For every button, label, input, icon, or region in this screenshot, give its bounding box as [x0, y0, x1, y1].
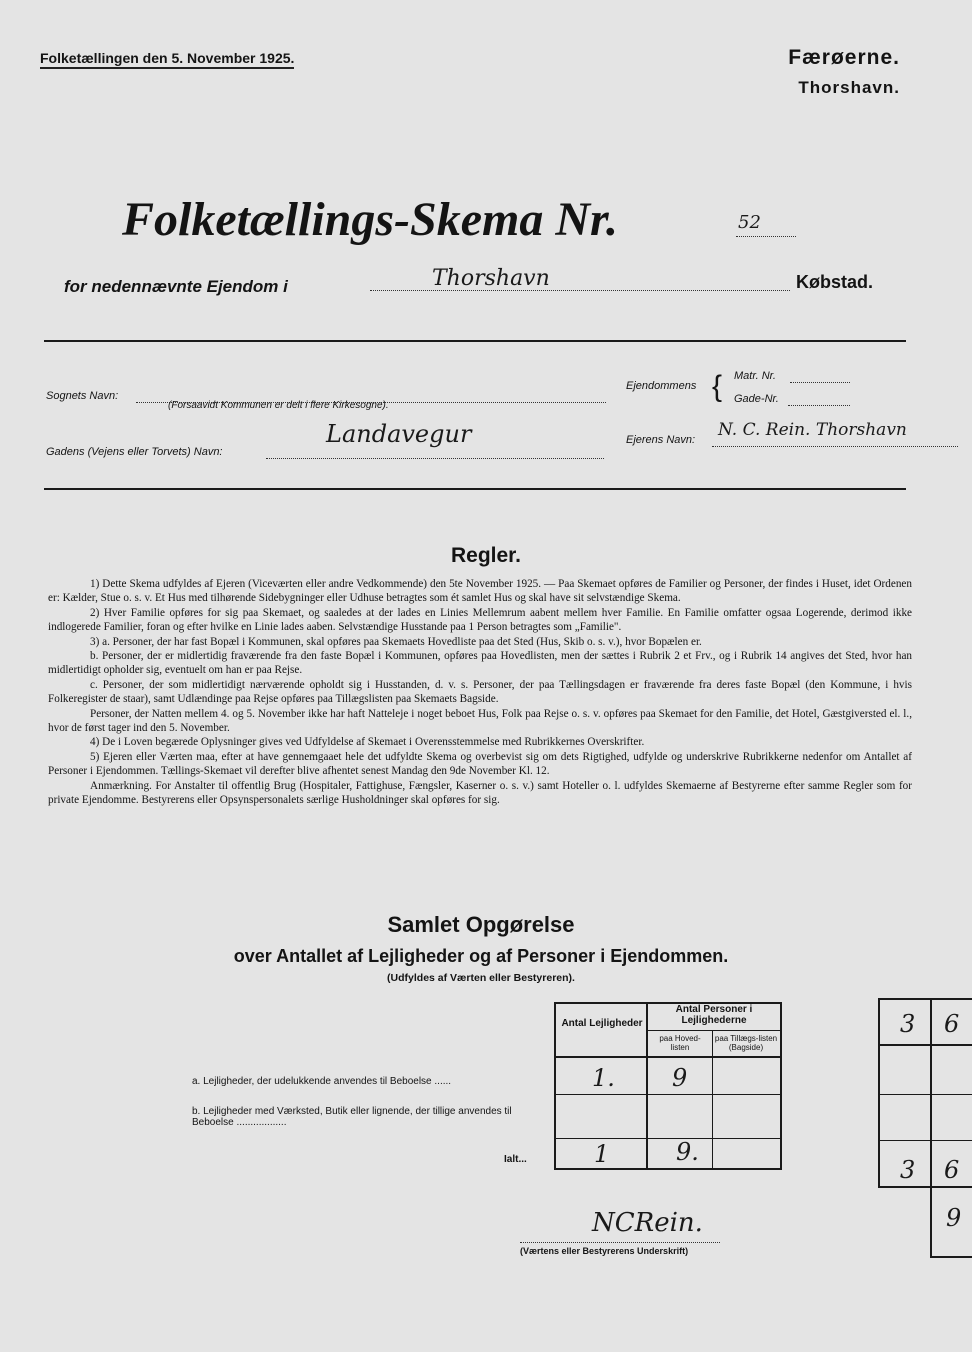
col-apartments-header: Antal Lejligheder — [561, 1018, 643, 1029]
table-line — [780, 1002, 782, 1170]
row-b-label: b. Lejligheder med Værksted, Butik eller lignende, der tillige anvendes til Beboelse .................. — [192, 1106, 512, 1128]
summary-heading: Samlet Opgørelse — [387, 912, 575, 937]
rule-note: Anmærkning. For Anstalter til offentlig Brug (Hospitaler, Fattighuse, Fængsler, Kaserner o. s. v.) samt Hoteller o. l. udfyldes Skemaerne af Bestyrerne efter samme Regler som for private Ejendomme. Bestyrerens eller Opsynspersonalets særlige Husholdninger skal opføres for sig. — [48, 779, 912, 807]
rules-body — [48, 577, 912, 808]
side-r4: 9 — [946, 1204, 962, 1232]
side-table-line — [878, 1186, 972, 1188]
divider-top — [44, 340, 906, 342]
parish-label: Sognets Navn: — [46, 390, 119, 402]
rules-heading: Regler. — [450, 544, 522, 567]
rule-5: 5) Ejeren eller Værten maa, efter at have gennemgaaet hele det udfyldte Skema og overbevist sig om dets Rigtighed, udfylde og underskrive Rubrikkerne nedenfor om Antallet af Personer i Ejendommen. Tællings-Skemaet vil derefter blive afhentet senest Mandag den 9de November Kl. 12. — [48, 750, 912, 778]
row-a-persons: 9 — [672, 1064, 688, 1092]
table-line — [712, 1030, 713, 1170]
side-table-line — [878, 998, 972, 1000]
rule-3b: b. Personer, der er midlertidig fraværende fra den faste Bopæl i Kommunen, opføres paa Hovedlisten, men der sættes i Rubrik 2 et Frv., og i Rubrik 14 angives det Sted, hvor han midlertidigt opholder sig, eventuelt om han er paa Rejse. — [48, 650, 912, 677]
table-line — [648, 1030, 780, 1031]
divider-bottom — [44, 488, 906, 490]
street-label: Gadens (Vejens eller Torvets) Navn: — [46, 446, 223, 458]
matr-label: Matr. Nr. — [734, 370, 776, 382]
signature: NCRein. — [592, 1208, 703, 1238]
side-table-line — [930, 998, 932, 1258]
row-total-label: Ialt... — [504, 1154, 527, 1165]
rule-4: 4) De i Loven begærede Oplysninger gives ved Udfyldelse af Skemaet i Overensstemmelse med Rubrikkernes Overskrifter. — [90, 736, 645, 749]
rule-3c: c. Personer, der som midlertidigt nærværende opholdt sig i Husstanden, d. v. s. Personer, der paa Tællingsdagen er fraværende fra deres faste Bopæl (den Kommune, i hvis Folkeregister de staar), samt Udlændinge paa Rejse opføres paa Tillægslisten paa Skemaets Bagside. — [48, 678, 912, 706]
matr-line — [790, 382, 850, 383]
side-table-line — [878, 1140, 972, 1141]
rule-3d: Personer, der Natten mellem 4. og 5. November ikke har haft Natteleje i noget beboet Hus, Folk paa Rejse o. s. v. opføres paa Skemaet for den Familie, det Hotel, Gæstgiversted el. l., hvor de først tager ind den 5. November. — [48, 707, 912, 735]
property-subtitle: for nedennævnte Ejendom i — [64, 277, 288, 296]
table-line — [554, 1168, 782, 1170]
row-a-label: a. Lejligheder, der udelukkende anvendes til Beboelse ...... — [192, 1076, 452, 1087]
side-r1-b: 6 — [944, 1010, 960, 1038]
table-line — [554, 1138, 782, 1139]
owner-value: N. C. Rein. Thorshavn — [718, 420, 907, 440]
signature-line — [520, 1242, 720, 1243]
rule-1: 1) Dette Skema udfyldes af Ejeren (Viceværten eller andre Vedkommende) den 5te November 1925. — Paa Skemaet opføres de Familier og Personer, der findes i Huset, idet Ordenen er: Kælder, Stue o. s. v. Et Hus med tilhørende Sidebygninger eller Udhuse betragtes som ét samlet Hus og skal have sit selvstændige Skema. — [48, 578, 912, 605]
street-number-label: Gade-Nr. — [734, 393, 779, 405]
side-table-line — [930, 1256, 972, 1258]
form-title: Folketællings-Skema Nr. — [122, 193, 619, 246]
side-table-line — [878, 1044, 972, 1046]
side-r3-a: 3 — [900, 1156, 916, 1184]
region-title: Færøerne. — [788, 46, 900, 69]
total-persons: 9. — [676, 1138, 699, 1166]
owner-line — [712, 446, 958, 447]
kobstad-label: Købstad. — [796, 272, 874, 292]
summary-subheading: over Antallet af Lejligheder og af Personer i Ejendommen. — [233, 946, 729, 966]
table-line — [554, 1056, 782, 1058]
table-line — [554, 1094, 782, 1095]
form-number: 52 — [738, 212, 761, 233]
rule-2: 2) Hver Familie opføres for sig paa Skemaet, og saaledes at der lades en Linies Mellemrum aabent mellem hver Familie. En Familie omfatter ogsaa Logerende, derimod ikke indlogerede Familier, foran og efter hvilke en Linie lades aaben. Selvstændige Husstande paa 1 Person betragtes som „Familie". — [48, 606, 912, 634]
side-table-line — [878, 1094, 972, 1095]
col-supplement-header: paa Tillægs-listen (Bagside) — [714, 1034, 778, 1052]
table-line — [554, 1002, 556, 1170]
row-a-apartments: 1. — [592, 1064, 615, 1092]
col-persons-header: Antal Personer i Lejlighederne — [675, 1004, 753, 1026]
census-date-header: Folketællingen den 5. November 1925. — [40, 50, 294, 69]
street-number-line — [788, 405, 850, 406]
rule-3a: 3) a. Personer, der har fast Bopæl i Kommunen, skal opføres paa Skemaets Hovedliste paa det Sted (Hus, Skib o. s. v.), hvor Bopælen er. — [90, 635, 702, 648]
form-number-line — [736, 236, 796, 237]
side-r3-b: 6 — [944, 1156, 960, 1184]
street-value: Landavegur — [326, 420, 472, 448]
total-apartments: 1 — [594, 1140, 610, 1168]
street-line — [266, 458, 604, 459]
parish-note: (Forsaavidt Kommunen er delt i flere Kirkesogne). — [168, 400, 389, 411]
signature-caption: (Værtens eller Bestyrerens Underskrift) — [520, 1246, 689, 1256]
brace-icon: { — [712, 370, 723, 403]
owner-label: Ejerens Navn: — [626, 434, 696, 446]
summary-note: (Udfyldes af Værten eller Bestyreren). — [387, 972, 575, 984]
table-line — [646, 1002, 648, 1170]
property-label: Ejendommens — [626, 380, 697, 392]
place-value: Thorshavn — [432, 266, 550, 291]
town-title: Thorshavn. — [798, 78, 900, 97]
side-table-line — [878, 998, 880, 1188]
side-r1-a: 3 — [900, 1010, 916, 1038]
col-main-list-header: paa Hoved-listen — [659, 1034, 701, 1052]
